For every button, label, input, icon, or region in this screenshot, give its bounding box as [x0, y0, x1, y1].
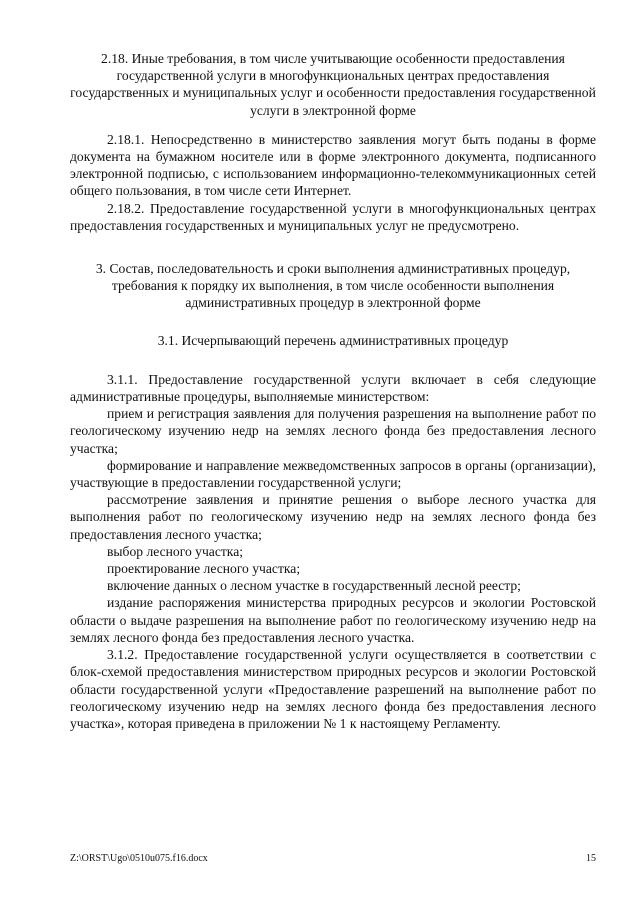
list-item: издание распоряжения министерства природных ресурсов и экологии Ростовской области о выдаче разрешения на выполнение работ по геологическому изучению недр на землях лесного фонда без предоставления лесного участка.	[70, 595, 596, 645]
section-heading-3: 3. Состав, последовательность и сроки выполнения административных процедур, требования к порядку их выполнения, в том числе особенности выполнения административных процедур в электронной форме	[95, 261, 571, 311]
file-path: Z:\ORST\Ugo\0510u075.f16.docx	[70, 853, 208, 864]
section-heading-3-1: 3.1. Исчерпывающий перечень административных процедур	[157, 332, 509, 348]
list-item: формирование и направление межведомственных запросов в органы (организации), участвующие в предоставлении государственной услуги;	[70, 457, 596, 491]
list-item: прием и регистрация заявления для получения разрешения на выполнение работ по геологическому изучению недр на землях лесного фонда без предоставления лесного участка;	[70, 406, 596, 456]
section-heading-2-18: 2.18. Иные требования, в том числе учитывающие особенности предоставления государственной услуги в многофункциональных центрах предоставления государственных и муниципальных услуг и особенности предоставления государственной услуги в электронной форме	[70, 51, 596, 118]
list-item: рассмотрение заявления и принятие решения о выборе лесного участка для выполнения работ по геологическому изучению недр на землях лесного фонда без предоставления лесного участка;	[70, 492, 596, 542]
paragraph-2-18-2: 2.18.2. Предоставление государственной услуги в многофункциональных центрах предоставления государственных и муниципальных услуг не предусмотрено.	[70, 200, 596, 233]
document-page	[70, 50, 596, 732]
list-item: проектирование лесного участка;	[107, 561, 301, 577]
paragraph-3-1-1: 3.1.1. Предоставление государственной услуги включает в себя следующие административные процедуры, выполняемые министерством:	[70, 371, 596, 405]
paragraph-3-1-2: 3.1.2. Предоставление государственной услуги осуществляется в соответствии с блок-схемой предоставления министерством природных ресурсов и экологии Ростовской области государственной услуги «Предоставление разрешений на выполнение работ по геологическому изучению недр на землях лесного фонда без предоставления лесного участка», которая приведена в приложении № 1 к настоящему Регламенту.	[70, 647, 596, 731]
paragraph-2-18-1: 2.18.1. Непосредственно в министерство заявления могут быть поданы в форме документа на бумажном носителе или в форме электронного документа, подписанного электронной подписью, с использованием информационно-телекоммуникационных сетей общего пользования, в том числе сети Интернет.	[70, 131, 596, 199]
list-item: включение данных о лесном участке в государственный лесной реестр;	[107, 578, 521, 594]
list-item: выбор лесного участка;	[107, 543, 244, 559]
page-number: 15	[586, 853, 596, 864]
